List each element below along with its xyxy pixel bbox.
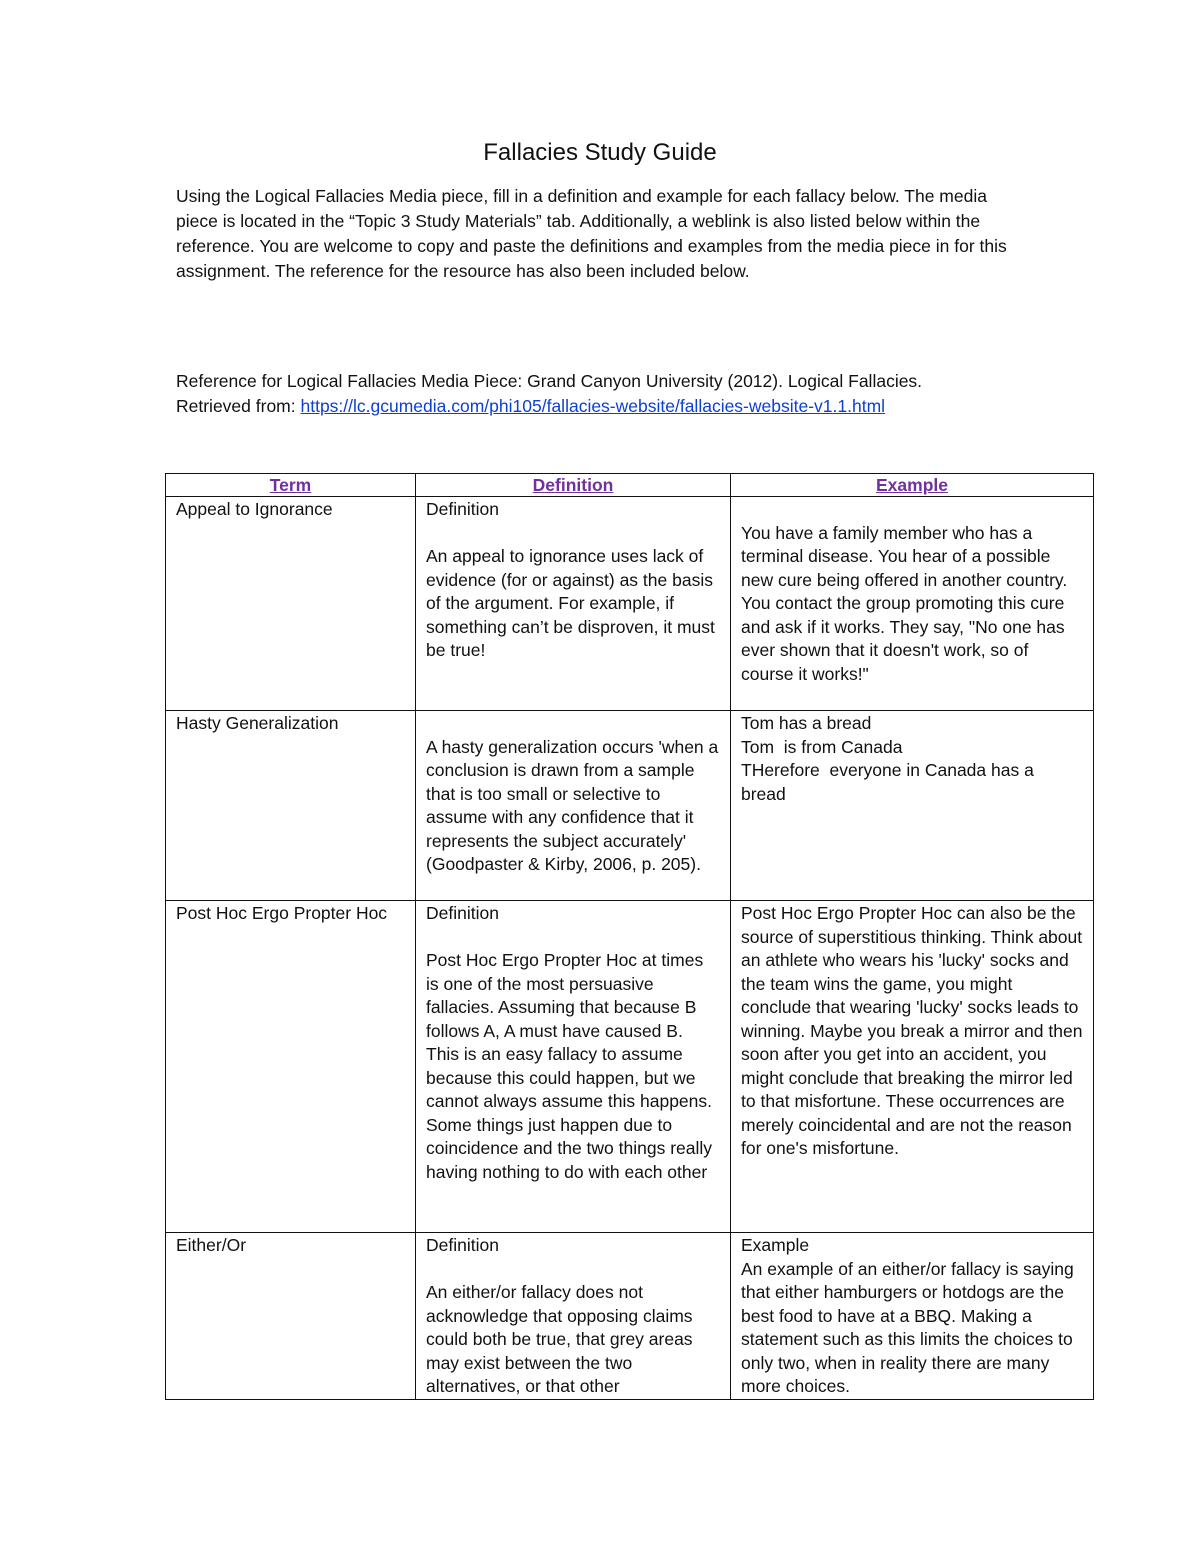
example-cell[interactable]: Tom has a bread Tom is from Canada THerefore everyone in Canada has a bread <box>731 711 1094 901</box>
reference-block <box>176 369 1056 419</box>
definition-cell[interactable]: Definition Post Hoc Ergo Propter Hoc at times is one of the most persuasive fallacies. Assuming that because B follows A, A must have caused B. This is an easy fallacy to assume because this could happen, but we cannot always assume this happens. Some things just happen due to coincidence and the two things really having nothing to do with each other <box>416 901 731 1233</box>
definition-cell[interactable]: Definition An either/or fallacy does not acknowledge that opposing claims could both be true, that grey areas may exist between the two alternatives, or that other <box>416 1233 731 1400</box>
header-definition: Definition <box>416 474 731 497</box>
term-cell[interactable]: Hasty Generalization <box>166 711 416 901</box>
intro-text: Using the Logical Fallacies Media piece, fill in a definition and example for each fallacy below. The media piece is located in the “Topic 3 Study Materials” tab. Additionally, a weblink is also listed below within the reference. You are welcome to copy and paste the definitions and examples from the media piece in for this assignment. The reference for the resource has also been included below. <box>176 186 1007 281</box>
table-header-row <box>166 474 1094 497</box>
term-cell[interactable]: Either/Or <box>166 1233 416 1400</box>
example-cell[interactable]: Example An example of an either/or fallacy is saying that either hamburgers or hotdogs are the best food to have at a BBQ. Making a statement such as this limits the choices to only two, when in reality there are many more choices. <box>731 1233 1094 1400</box>
definition-cell[interactable]: Definition An appeal to ignorance uses lack of evidence (for or against) as the basis of the argument. For example, if something can’t be disproven, it must be true! <box>416 497 731 711</box>
table-row <box>166 497 1094 711</box>
reference-retrieved <box>176 394 1056 419</box>
document-title: Fallacies Study Guide <box>483 139 717 166</box>
table-row <box>166 901 1094 1233</box>
header-term: Term <box>166 474 416 497</box>
reference-link[interactable]: https://lc.gcumedia.com/phi105/fallacies-website/fallacies-website-v1.1.html <box>300 396 886 416</box>
retrieved-label: Retrieved from: <box>176 396 301 416</box>
table-row <box>166 1233 1094 1400</box>
header-example: Example <box>731 474 1094 497</box>
intro-paragraph <box>176 184 1026 284</box>
term-cell[interactable]: Appeal to Ignorance <box>166 497 416 711</box>
example-cell[interactable]: You have a family member who has a terminal disease. You hear of a possible new cure being offered in another country. You contact the group promoting this cure and ask if it works. They say, "No one has ever shown that it doesn't work, so of course it works!" <box>731 497 1094 711</box>
table-row <box>166 711 1094 901</box>
fallacies-table <box>165 473 1094 1400</box>
term-cell[interactable]: Post Hoc Ergo Propter Hoc <box>166 901 416 1233</box>
example-cell[interactable]: Post Hoc Ergo Propter Hoc can also be the source of superstitious thinking. Think about an athlete who wears his 'lucky' socks and the team wins the game, you might conclude that wearing 'lucky' socks leads to winning. Maybe you break a mirror and then soon after you get into an accident, you might conclude that breaking the mirror led to that misfortune. These occurrences are merely coincidental and are not the reason for one's misfortune. <box>731 901 1094 1233</box>
definition-cell[interactable]: A hasty generalization occurs 'when a conclusion is drawn from a sample that is too small or selective to assume with any confidence that it represents the subject accurately' (Goodpaster & Kirby, 2006, p. 205). <box>416 711 731 901</box>
reference-line: Reference for Logical Fallacies Media Piece: Grand Canyon University (2012). Logical Fallacies. <box>176 371 923 391</box>
